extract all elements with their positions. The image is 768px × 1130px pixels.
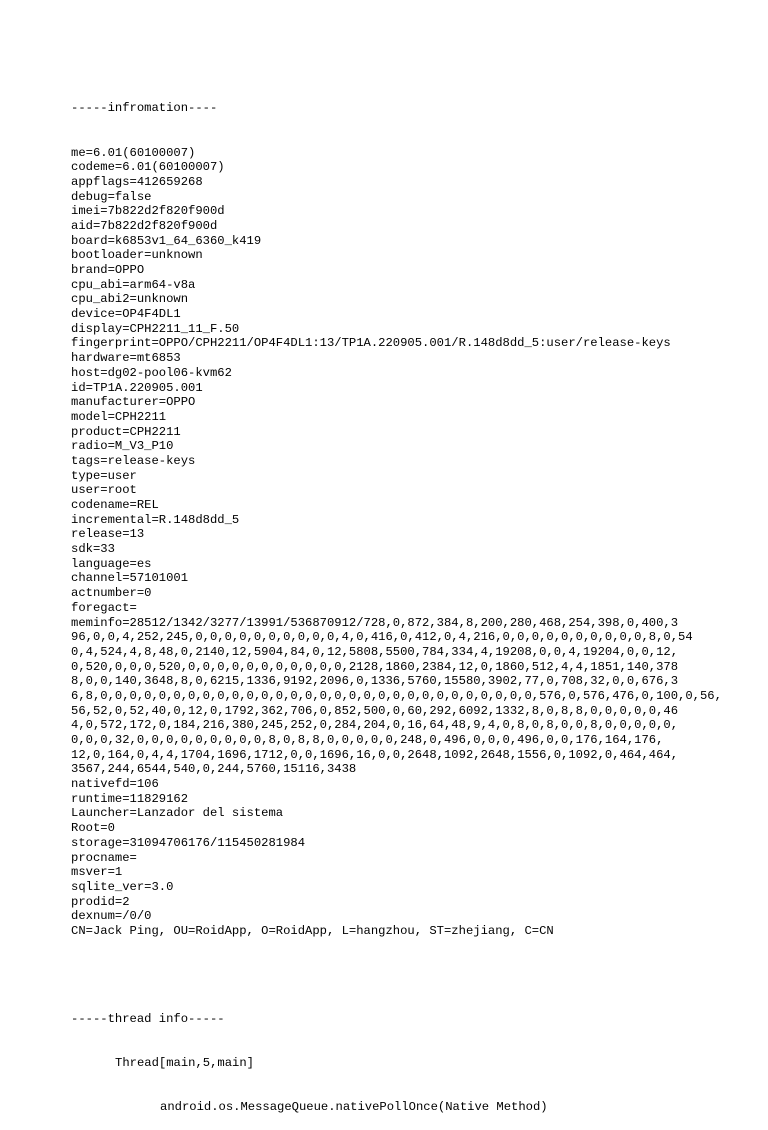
info-line: tags=release-keys bbox=[71, 453, 196, 468]
info-line: board=k6853v1_64_6360_k419 bbox=[71, 233, 262, 248]
info-line: user=root bbox=[71, 483, 137, 498]
info-line: hardware=mt6853 bbox=[71, 351, 181, 366]
info-line: me=6.01(60100007) bbox=[71, 145, 196, 160]
info-line: 8,0,0,140,3648,8,0,6215,1336,9192,2096,0,1336,5760,15580,3902,77,0,708,32,0,0,676,3 bbox=[71, 674, 679, 689]
info-line: Root=0 bbox=[71, 821, 115, 836]
info-line: 0,0,0,32,0,0,0,0,0,0,0,0,0,8,0,8,8,0,0,0,0,0,248,0,496,0,0,0,496,0,0,176,164,176, bbox=[71, 733, 664, 747]
info-line: model=CPH2211 bbox=[71, 409, 167, 424]
info-line: device=OP4F4DL1 bbox=[71, 307, 181, 322]
info-line: 96,0,0,4,252,245,0,0,0,0,0,0,0,0,0,0,4,0,416,0,412,0,4,216,0,0,0,0,0,0,0,0,0,0,8,0,54 bbox=[71, 630, 693, 645]
info-line: foregact= bbox=[71, 600, 137, 615]
info-line: imei=7b822d2f820f900d bbox=[71, 204, 225, 219]
info-line: product=CPH2211 bbox=[71, 424, 181, 439]
information-lines bbox=[71, 146, 751, 939]
info-line: prodid=2 bbox=[71, 894, 130, 909]
info-line: Launcher=Lanzador del sistema bbox=[71, 806, 284, 821]
info-line: debug=false bbox=[71, 189, 152, 204]
info-line: actnumber=0 bbox=[71, 586, 152, 601]
info-line: brand=OPPO bbox=[71, 263, 145, 277]
info-line: cpu_abi=arm64-v8a bbox=[71, 277, 196, 292]
info-line: 0,4,524,4,8,48,0,2140,12,5904,84,0,12,5808,5500,784,334,4,19208,0,0,4,19204,0,0,12, bbox=[71, 644, 679, 659]
info-line: aid=7b822d2f820f900d bbox=[71, 218, 218, 233]
information-section-header: -----infromation---- bbox=[71, 101, 218, 116]
info-line: msver=1 bbox=[71, 865, 123, 880]
info-line: host=dg02-pool06-kvm62 bbox=[71, 365, 232, 380]
info-line: incremental=R.148d8dd_5 bbox=[71, 512, 240, 527]
info-line: 3567,244,6544,540,0,244,5760,15116,3438 bbox=[71, 762, 357, 777]
info-line: radio=M_V3_P10 bbox=[71, 439, 174, 454]
info-line: fingerprint=OPPO/CPH2211/OP4F4DL1:13/TP1A.220905.001/R.148d8dd_5:user/release-keys bbox=[71, 336, 671, 351]
info-line: id=TP1A.220905.001 bbox=[71, 380, 203, 395]
thread-stack-frame: android.os.MessageQueue.nativePollOnce(Native Method) bbox=[160, 1100, 548, 1115]
info-line: CN=Jack Ping, OU=RoidApp, O=RoidApp, L=hangzhou, ST=zhejiang, C=CN bbox=[71, 923, 554, 938]
info-line: sqlite_ver=3.0 bbox=[71, 879, 174, 894]
info-line: appflags=412659268 bbox=[71, 174, 203, 189]
info-line: storage=31094706176/115450281984 bbox=[71, 835, 306, 850]
info-line: 12,0,164,0,4,4,1704,1696,1712,0,0,1696,16,0,0,2648,1092,2648,1556,0,1092,0,464,464, bbox=[71, 747, 679, 762]
info-line: runtime=11829162 bbox=[71, 791, 189, 806]
info-line: language=es bbox=[71, 556, 152, 571]
info-line: 4,0,572,172,0,184,216,380,245,252,0,284,204,0,16,64,48,9,4,0,8,0,8,0,0,8,0,0,0,0,0, bbox=[71, 718, 679, 733]
thread-name: Thread[main,5,main] bbox=[115, 1056, 254, 1071]
info-line: display=CPH2211_11_F.50 bbox=[71, 321, 240, 336]
info-line: procname= bbox=[71, 850, 137, 865]
info-line: type=user bbox=[71, 468, 137, 483]
info-line: 0,520,0,0,0,520,0,0,0,0,0,0,0,0,0,0,0,2128,1860,2384,12,0,1860,512,4,4,1851,140,378 bbox=[71, 659, 679, 674]
info-line: dexnum=/0/0 bbox=[71, 909, 152, 924]
info-line: 56,52,0,52,40,0,12,0,1792,362,706,0,852,500,0,60,292,6092,1332,8,0,8,8,0,0,0,0,0,46 bbox=[71, 703, 679, 718]
info-line: meminfo=28512/1342/3277/13991/536870912/728,0,872,384,8,200,280,468,254,398,0,400,3 bbox=[71, 615, 679, 630]
info-line: codename=REL bbox=[71, 498, 159, 512]
info-line: manufacturer=OPPO bbox=[71, 395, 196, 410]
info-line: cpu_abi2=unknown bbox=[71, 292, 189, 307]
info-line: codeme=6.01(60100007) bbox=[71, 160, 225, 175]
section-spacer bbox=[71, 968, 751, 983]
info-line: channel=57101001 bbox=[71, 571, 189, 586]
info-line: 6,8,0,0,0,0,0,0,0,0,0,0,0,0,0,0,0,0,0,0,0,0,0,0,0,0,0,0,0,0,0,0,576,0,576,476,0,100,0,56, bbox=[71, 688, 722, 703]
info-line: sdk=33 bbox=[71, 542, 115, 557]
info-line: bootloader=unknown bbox=[71, 248, 203, 263]
thread-section-header: -----thread info----- bbox=[71, 1012, 225, 1027]
info-line: nativefd=106 bbox=[71, 777, 159, 792]
crash-report-document bbox=[71, 72, 751, 1130]
info-line: release=13 bbox=[71, 527, 145, 542]
